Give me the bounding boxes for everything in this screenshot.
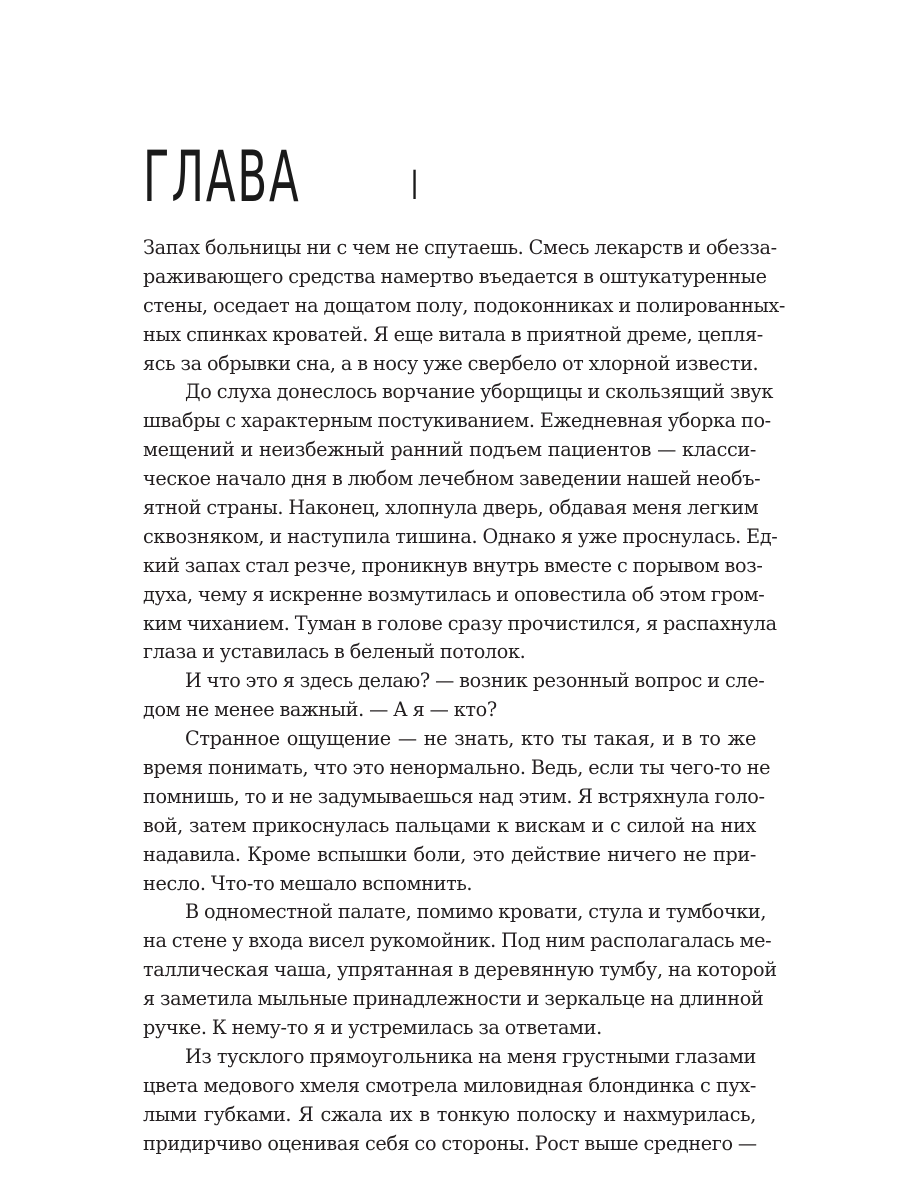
- text-line: До слуха донеслось ворчание уборщицы и скользящий звук: [185, 380, 773, 404]
- paragraph: [143, 667, 765, 725]
- paragraph: [143, 898, 777, 1042]
- text-line: стены, оседает на дощатом полу, подоконниках и полированных-: [143, 293, 786, 317]
- text-line: швабры с характерным постукиванием. Ежедневная уборка по-: [143, 409, 771, 433]
- text-line: Странное ощущение — не знать, кто ты такая, и в то же: [185, 727, 756, 751]
- text-line: время понимать, что это ненормально. Ведь, если ты чего-то не: [143, 756, 771, 780]
- text-line: Запах больницы ни с чем не спутаешь. Смесь лекарств и обезза-: [143, 236, 777, 259]
- text-line: мещений и неизбежный ранний подъем пациентов — класси-: [143, 438, 756, 462]
- paragraph: [143, 234, 786, 378]
- text-line: лыми губками. Я сжала их в тонкую полоску и нахмурилась,: [143, 1102, 756, 1126]
- chapter-body: [143, 234, 786, 1159]
- paragraph: [143, 725, 771, 898]
- text-line: на стене у входа висел рукомойник. Под ним располагалась ме-: [143, 929, 772, 953]
- text-line: раживающего средства намертво въедается в оштукатуренные: [143, 264, 767, 288]
- text-line: ким чиханием. Туман в голове сразу прочистился, я распахнула: [143, 611, 777, 635]
- text-line: несло. Что-то мешало вспомнить.: [143, 871, 473, 895]
- chapter-number: I: [411, 163, 419, 209]
- paragraph: [143, 378, 778, 667]
- text-line: духа, чему я искренне возмутилась и оповестила об этом гром-: [143, 582, 765, 606]
- text-line: ясь за обрывки сна, а в носу уже свербело от хлорной извести.: [143, 351, 759, 375]
- text-line: ручке. К нему-то я и устремилась за ответами.: [143, 1016, 602, 1040]
- text-line: ных спинках кроватей. Я еще витала в приятной дреме, цепля-: [143, 322, 763, 346]
- text-line: В одноместной палате, помимо кровати, стула и тумбочки,: [185, 900, 767, 924]
- text-line: дом не менее важный. — А я — кто?: [143, 698, 497, 722]
- text-line: помнишь, то и не задумываешься над этим. Я встряхнула голо-: [143, 784, 765, 808]
- text-line: Из тусклого прямоугольника на меня грустными глазами: [185, 1044, 756, 1068]
- text-line: я заметила мыльные принадлежности и зеркальце на длинной: [143, 987, 764, 1011]
- text-line: ятной страны. Наконец, хлопнула дверь, обдавая меня легким: [143, 496, 759, 520]
- chapter-heading: [143, 136, 423, 218]
- text-line: И что это я здесь делаю? — возник резонный вопрос и сле-: [185, 669, 765, 693]
- text-line: вой, затем прикоснулась пальцами к вискам и с силой на них: [143, 813, 756, 837]
- text-line: таллическая чаша, упрятанная в деревянную тумбу, на которой: [143, 958, 777, 982]
- text-line: глаза и уставилась в беленый потолок.: [143, 640, 526, 664]
- text-line: цвета медового хмеля смотрела миловидная блондинка с пух-: [143, 1073, 756, 1097]
- text-line: придирчиво оценивая себя со стороны. Рост выше среднего —: [143, 1131, 757, 1155]
- text-line: кий запах стал резче, проникнув внутрь вместе с порывом воз-: [143, 553, 763, 577]
- text-line: сквозняком, и наступила тишина. Однако я уже проснулась. Ед-: [143, 524, 778, 548]
- chapter-word: ГЛАВА: [143, 136, 301, 218]
- text-line: ческое начало дня в любом лечебном заведении нашей необъ-: [143, 467, 761, 491]
- text-line: надавила. Кроме вспышки боли, это действие ничего не при-: [143, 842, 756, 866]
- paragraph: [143, 1043, 756, 1159]
